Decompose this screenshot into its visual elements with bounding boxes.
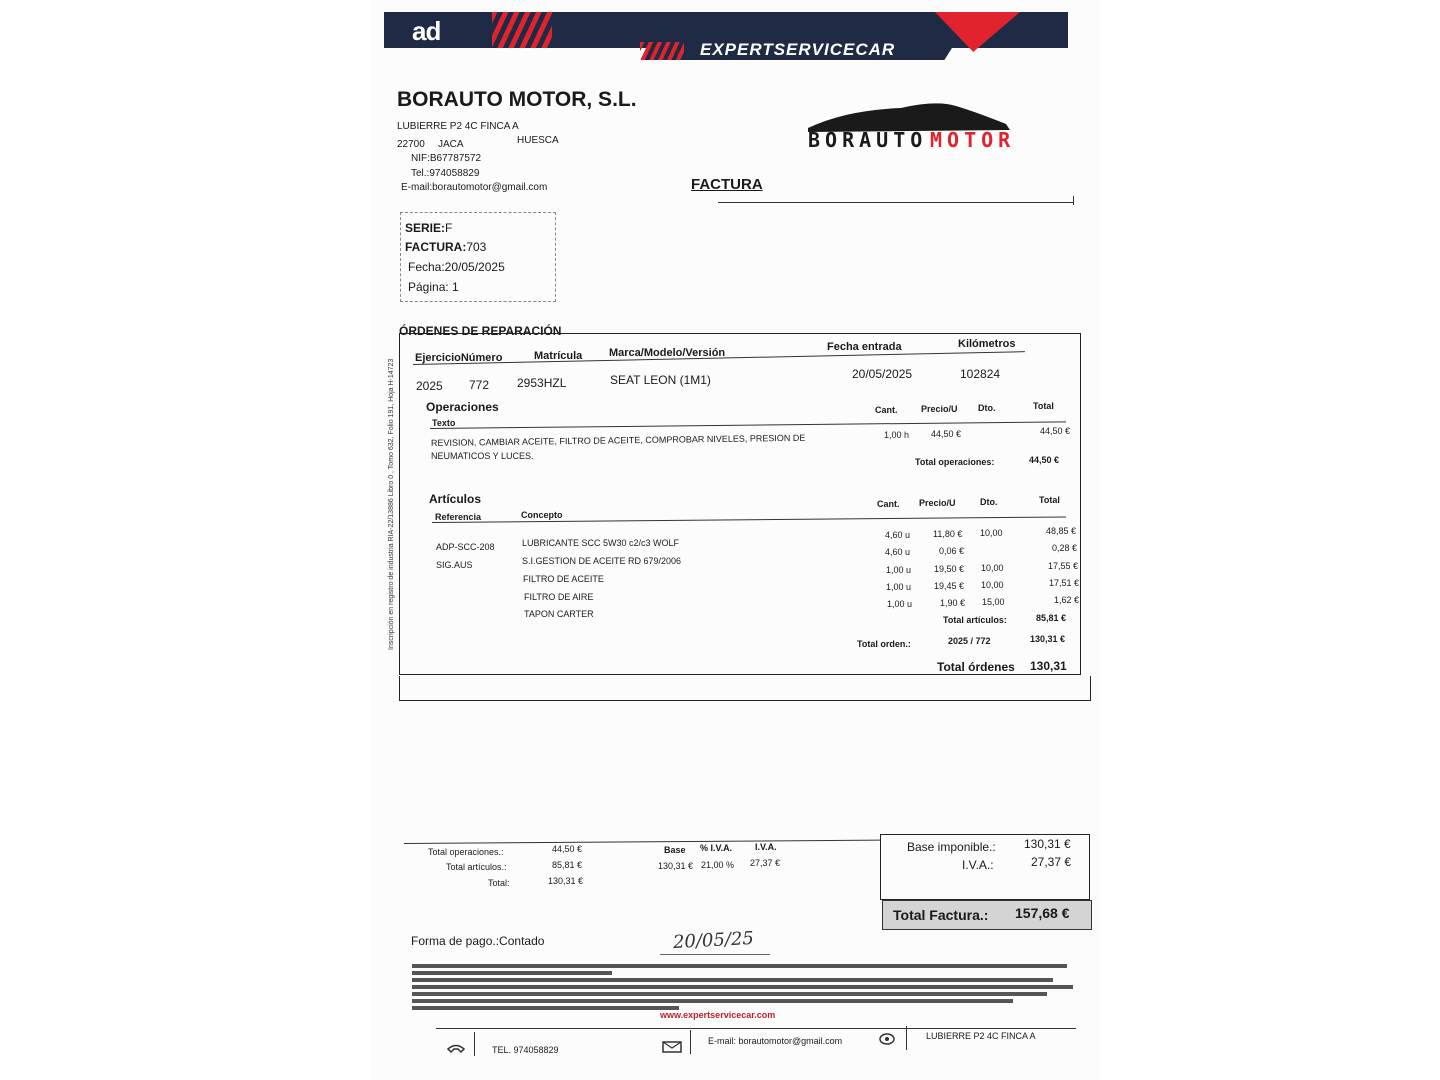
articles-title: Artículos — [429, 492, 482, 506]
company-city: JACA — [438, 139, 464, 150]
handwritten-date: 20/05/25 — [672, 927, 755, 954]
article-total: 17,55 € — [1048, 561, 1079, 571]
article-cant: 4,60 u — [885, 530, 911, 540]
legal-fine-print — [412, 964, 1080, 1013]
tax-iva-pct-value: 21,00 % — [701, 860, 735, 870]
summary-total-value: 130,31 € — [548, 876, 584, 886]
total-operaciones-value: 44,50 € — [1029, 455, 1060, 465]
col-fecha-entrada: Fecha entrada — [827, 341, 902, 353]
total-orden-ref: 2025 / 772 — [948, 636, 991, 646]
order-marca: SEAT LEON (1M1) — [610, 373, 711, 387]
total-articulos-value: 85,81 € — [1036, 613, 1067, 623]
article-total: 17,51 € — [1049, 578, 1080, 588]
document-title: FACTURA — [691, 176, 763, 193]
summary-art-value: 85,81 € — [552, 860, 583, 870]
articles-col-cant: Cant. — [877, 499, 900, 509]
total-ordenes-value: 130,31 — [1030, 659, 1067, 673]
operation-text-line1: REVISION, CAMBIAR ACEITE, FILTRO DE ACEITE, COMPROBAR NIVELES, PRESION DE — [430, 432, 806, 448]
article-precio: 0,06 € — [939, 546, 965, 556]
tax-base-value: 130,31 € — [658, 861, 694, 871]
articles-col-precio: Precio/U — [919, 498, 956, 508]
footer-website: www.expertservicecar.com — [660, 1010, 776, 1020]
expertservicecar-banner-text: EXPERTSERVICECAR — [700, 40, 896, 59]
registry-vertical-note: Inscripción en registro de industria RIA-22/13886 Libro 0 , Tomo 632, Folio 191, Hoja H-14723 — [388, 358, 395, 650]
article-precio: 1,90 € — [940, 598, 966, 608]
article-dto: 15,00 — [982, 597, 1005, 607]
article-concepto: FILTRO DE ACEITE — [523, 574, 604, 584]
logo-text-motor: MOTOR — [930, 128, 1016, 152]
operation-cant: 1,00 h — [884, 430, 910, 440]
email-icon — [662, 1040, 682, 1054]
footer-tel: TEL. 974058829 — [492, 1045, 559, 1055]
total-ordenes-label: Total órdenes — [937, 660, 1015, 674]
ad-logo: ad — [412, 16, 441, 46]
phone-icon — [446, 1043, 466, 1057]
footer-divider — [906, 1026, 907, 1050]
iva-total-value: 27,37 € — [1031, 855, 1072, 869]
serie-value: F — [445, 221, 453, 235]
summary-total-label: Total: — [488, 878, 510, 888]
order-kilometros: 102824 — [960, 367, 1001, 381]
tax-base-head: Base — [664, 845, 686, 855]
company-postal-code: 22700 — [397, 139, 425, 150]
footer-divider — [474, 1032, 475, 1056]
tax-iva-value: 27,37 € — [750, 858, 781, 868]
serie-line — [405, 221, 452, 235]
article-precio: 19,50 € — [934, 564, 965, 574]
article-ref: ADP-SCC-208 — [436, 542, 495, 552]
article-concepto: LUBRICANTE SCC 5W30 c2/c3 WOLF — [522, 538, 680, 548]
operations-col-precio: Precio/U — [921, 404, 958, 414]
invoice-page-number: Página: 1 — [408, 280, 459, 294]
article-cant: 1,00 u — [887, 599, 913, 609]
order-numero: 772 — [469, 378, 490, 392]
order-matricula: 2953HZL — [517, 376, 567, 390]
operations-col-dto: Dto. — [978, 403, 996, 413]
articles-col-total: Total — [1039, 495, 1060, 505]
total-orden-value: 130,31 € — [1030, 634, 1066, 644]
total-operaciones-label: Total operaciones: — [915, 457, 995, 467]
banner-lower-stripes — [640, 42, 684, 60]
footer-address: LUBIERRE P2 4C FINCA A — [926, 1031, 1036, 1041]
company-email: E-mail:borautomotor@gmail.com — [401, 182, 548, 193]
operation-total: 44,50 € — [1040, 426, 1071, 436]
article-cant: 1,00 u — [886, 582, 912, 592]
tax-iva-head: I.V.A. — [755, 842, 777, 852]
article-dto: 10,00 — [981, 580, 1004, 590]
summary-art-label: Total artículos.: — [446, 862, 507, 872]
col-ejercicio-numero: EjercicioNúmero — [415, 352, 503, 364]
total-factura-value: 157,68 € — [1015, 905, 1070, 921]
article-total: 0,28 € — [1052, 543, 1078, 553]
operations-col-cant: Cant. — [875, 405, 898, 415]
operations-col-texto: Texto — [432, 418, 456, 428]
order-fecha-entrada: 20/05/2025 — [852, 367, 913, 381]
article-precio: 11,80 € — [933, 529, 963, 539]
client-box-corner — [1073, 196, 1074, 205]
operation-text-line2: NEUMATICOS Y LUCES. — [431, 451, 534, 461]
company-address: LUBIERRE P2 4C FINCA A — [397, 121, 519, 132]
orders-section-title: ÓRDENES DE REPARACIÓN — [399, 324, 562, 338]
summary-ops-label: Total operaciones.: — [428, 847, 504, 857]
col-kilometros: Kilómetros — [958, 338, 1016, 350]
company-province: HUESCA — [517, 135, 559, 146]
article-ref: SIG.AUS — [436, 560, 473, 570]
article-concepto: FILTRO DE AIRE — [524, 592, 594, 602]
payment-method: Forma de pago.:Contado — [411, 934, 545, 948]
iva-label: I.V.A.: — [962, 858, 994, 872]
base-imponible-value: 130,31 € — [1024, 837, 1071, 851]
article-dto: 10,00 — [980, 528, 1003, 538]
col-matricula: Matrícula — [534, 350, 583, 362]
base-imponible-label: Base imponible.: — [907, 840, 996, 854]
banner-stripes — [492, 12, 552, 48]
article-precio: 19,45 € — [934, 581, 965, 591]
logo-text-borauto: BORAUTO — [808, 128, 928, 152]
articles-col-referencia: Referencia — [435, 512, 482, 522]
operation-precio: 44,50 € — [931, 429, 962, 439]
tax-iva-pct-head: % I.V.A. — [700, 843, 733, 853]
factura-value: 703 — [466, 240, 487, 254]
factura-line — [405, 240, 486, 254]
total-factura-label: Total Factura.: — [893, 907, 989, 923]
footer-divider — [690, 1030, 691, 1054]
articles-col-dto: Dto. — [980, 497, 998, 507]
article-total: 48,85 € — [1046, 526, 1077, 536]
company-nif: NIF:B67787572 — [411, 153, 482, 164]
serie-label: SERIE: — [405, 221, 446, 235]
operations-title: Operaciones — [426, 400, 499, 414]
article-cant: 4,60 u — [885, 547, 911, 557]
orders-frame-bottom — [399, 676, 1091, 701]
company-tel: Tel.:974058829 — [411, 168, 480, 179]
col-marca: Marca/Modelo/Versión — [609, 347, 726, 359]
article-total: 1,62 € — [1054, 595, 1080, 605]
article-concepto: TAPON CARTER — [524, 609, 594, 619]
article-dto: 10,00 — [981, 563, 1004, 573]
total-orden-label: Total orden.: — [857, 639, 911, 649]
articles-col-concepto: Concepto — [521, 510, 563, 520]
total-articulos-label: Total artículos: — [943, 615, 1007, 625]
signature-line — [660, 954, 770, 955]
footer-email: E-mail: borautomotor@gmail.com — [708, 1036, 843, 1046]
client-box-top-line — [718, 202, 1074, 203]
order-ejercicio: 2025 — [416, 379, 443, 393]
location-icon — [878, 1032, 896, 1046]
operations-col-total: Total — [1033, 401, 1054, 411]
company-name: BORAUTO MOTOR, S.L. — [397, 88, 637, 111]
invoice-date: Fecha:20/05/2025 — [408, 260, 505, 274]
summary-ops-value: 44,50 € — [552, 844, 583, 854]
footer-line — [436, 1028, 1076, 1029]
factura-label: FACTURA: — [405, 240, 467, 254]
article-cant: 1,00 u — [886, 565, 912, 575]
article-concepto: S.I.GESTION DE ACEITE RD 679/2006 — [522, 556, 682, 566]
